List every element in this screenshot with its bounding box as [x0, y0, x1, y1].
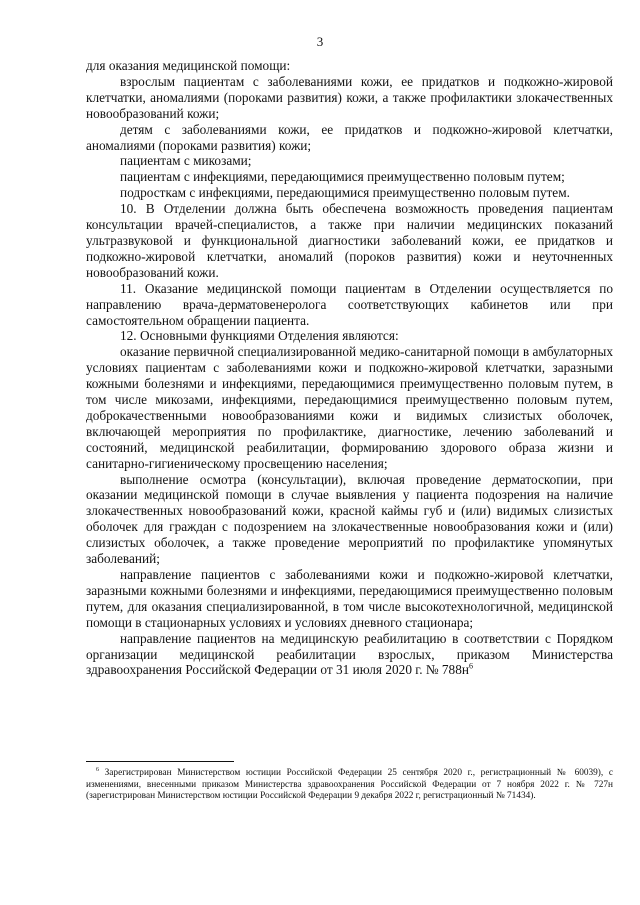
footnote [86, 768, 613, 803]
paragraph-item-11: 11. Оказание медицинской помощи пациентам в Отделении осуществляется по направлению врача-дерматовенеролога соответствующих кабинетов или при самостоятельном обращении пациента. [86, 280, 613, 328]
paragraph: подросткам с инфекциями, передающимися преимущественно половым путем. [120, 185, 570, 201]
paragraph: пациентам с микозами; [120, 153, 252, 169]
paragraph-item-10: 10. В Отделении должна быть обеспечена возможность проведения пациентам консультации врачей-специалистов, а также при наличии медицинских показаний ультразвуковой и функциональной диагностики заболеваний кожи, ее придатков и подкожно-жировой клетчатки, аномалий (пороков развития) кожи и неуточненных новообразований кожи. [86, 201, 613, 280]
body-text [86, 58, 613, 678]
paragraph-item-12: 12. Основными функциями Отделения являются: [120, 328, 399, 344]
paragraph: оказание первичной специализированной медико-санитарной помощи в амбулаторных условиях пациентам с заболеваниями кожи и подкожно-жировой клетчатки, заразными кожными болезнями и инфекциями, передающимися преимущественно половым путем, в том числе микозами, инфекциями, передающимися преимущественно половым путем, доброкачественными новообразованиями кожи и видимых слизистых оболочек, включающей мероприятия по профилактике, диагностике, лечению заболеваний и состояний, медицинской реабилитации, формированию здорового образа жизни и санитарно-гигиеническому просвещению населения; [86, 344, 613, 471]
footnote-marker: 6 [96, 766, 99, 773]
paragraph: направление пациентов на медицинскую реабилитацию в соответствии с Порядком организации медицинской реабилитации взрослых, приказом Министерства здравоохранения Российской Федерации от 31 июля 2020 г. № $788н^6$ [86, 630, 613, 678]
page-number: 3 [316, 34, 324, 49]
paragraph: детям с заболеваниями кожи, ее придатков и подкожно-жировой клетчатки, аномалиями (пороками развития) кожи; [86, 121, 613, 153]
footnote-divider [86, 761, 234, 762]
paragraph: направление пациентов с заболеваниями кожи и подкожно-жировой клетчатки, заразными кожными болезнями и инфекциями, передающимися преимущественно половым путем, для оказания специализированной, в том числе высокотехнологичной, медицинской помощи в стационарных условиях и условиях дневного стационара; [86, 567, 613, 630]
footnote-text: Зарегистрирован Министерством юстиции Российской Федерации 25 сентября 2020 г., регистрационный № 60039), с изменениями, внесенными приказом Министерства здравоохранения Российской Федерации от 7 ноября 2022 г. № 727н (зарегистрирован Министерством юстиции Российской Федерации 9 декабря 2022 г, регистрационный № 71434). [86, 768, 613, 801]
footnote-reference: 6 [468, 662, 473, 672]
paragraph: для оказания медицинской помощи: [86, 58, 291, 73]
paragraph: выполнение осмотра (консультации), включая проведение дерматоскопии, при оказании медицинской помощи в случае выявления у пациента подозрения на наличие злокачественных новообразований кожи, красной каймы губ и (или) видимых слизистых оболочек для граждан с подозрением на злокачественные новообразования кожи и (или) слизистых оболочек, а также проведение мероприятий по профилактике упомянутых заболеваний; [86, 471, 613, 567]
paragraph: взрослым пациентам с заболеваниями кожи, ее придатков и подкожно-жировой клетчатки, аномалиями (пороками развития) кожи, а также профилактики злокачественных новообразований кожи; [86, 73, 613, 121]
paragraph: пациентам с инфекциями, передающимися преимущественно половым путем; [120, 169, 565, 185]
